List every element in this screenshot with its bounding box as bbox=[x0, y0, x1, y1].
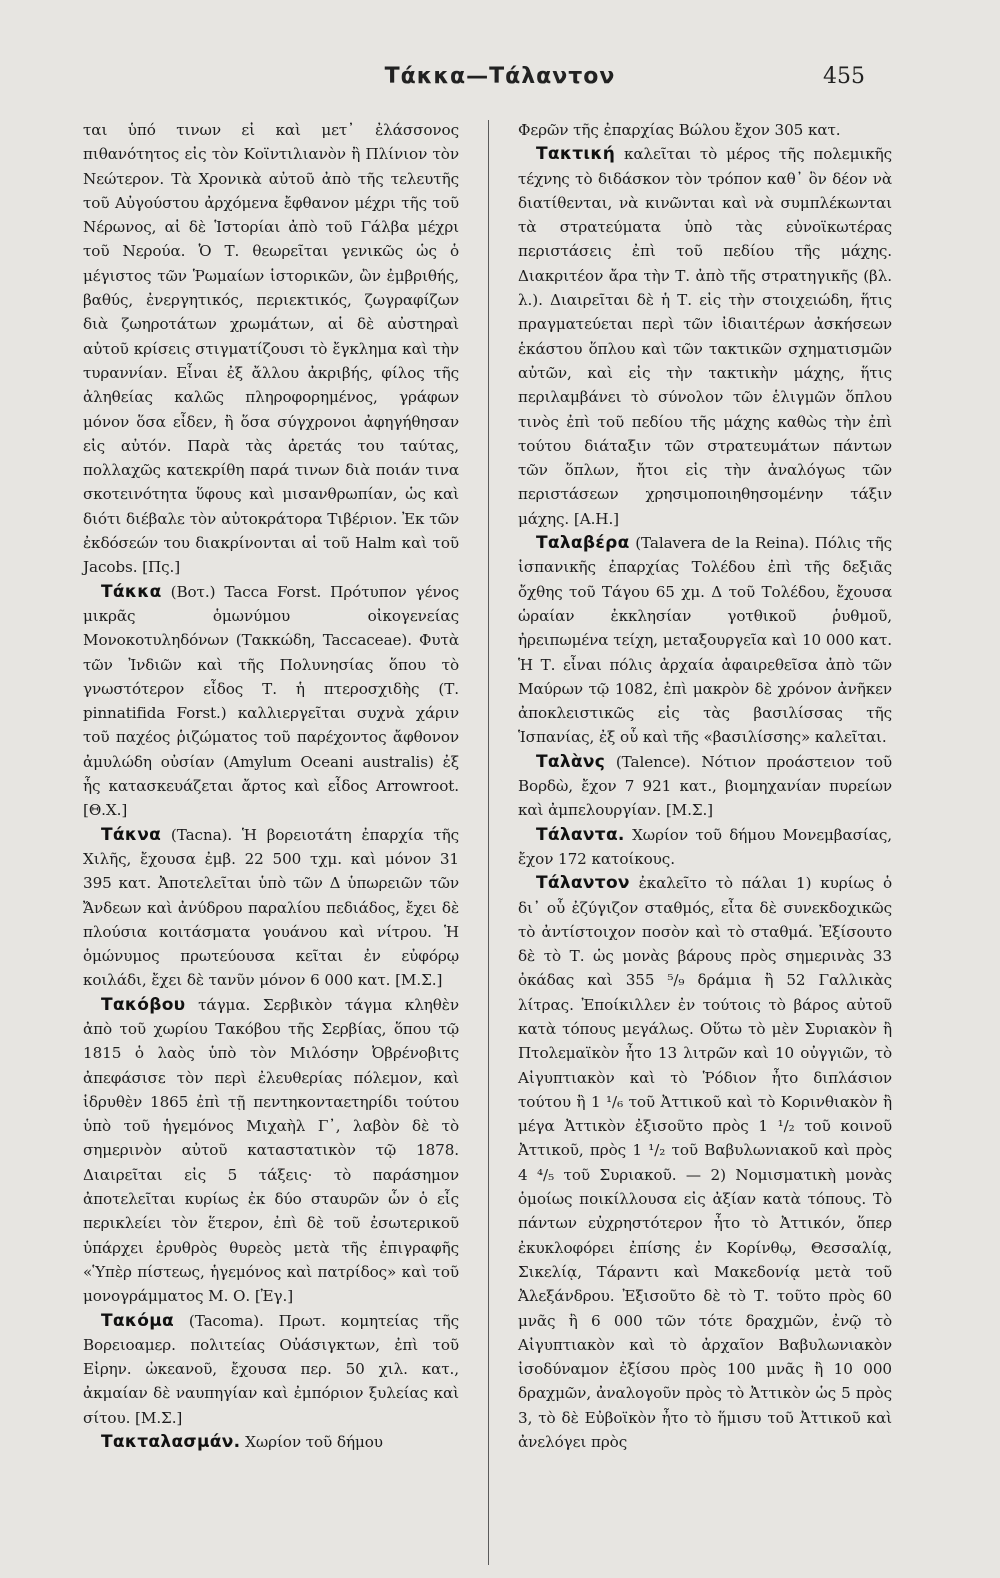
entry-takoma bbox=[83, 1309, 459, 1430]
running-head-title: Τάκκα—Τάλαντον bbox=[384, 64, 616, 89]
column-divider bbox=[488, 120, 489, 1565]
entry-text: (Tacoma). Πρωτ. κομητείας τῆς Βορειοαμερ. πολιτείας Οὐάσιγκτων, ἐπὶ τοῦ Εἰρην. ὠκεανοῦ, ἔχουσα περ. 50 χιλ. κατ., ἀκμαίαν δὲ ναυπηγίαν καὶ ἐμπόριον ξυλείας καὶ σίτου. [Μ.Σ.] bbox=[83, 1311, 460, 1427]
running-head bbox=[0, 60, 1000, 100]
entry-text: (Tacna). Ἡ βορειοτάτη ἐπαρχία τῆς Χιλῆς, ἔχουσα ἐμβ. 22 500 τχμ. καὶ μόνον 31 395 κατ. Ἀποτελεῖται ὑπὸ τῶν Δ ὑπωρειῶν τῶν Ἄνδεων καὶ ἀνύδρου παραλίου πεδιάδος, ἔχει δὲ πλούσια κοιτάσματα γουάνου καὶ νίτρου. Ἡ ὁμώνυμος πρωτεύουσα κεῖται ἐν εὐφόρῳ κοιλάδι, ἔχει δὲ τανῦν μόνον 6 000 κατ. [Μ.Σ.] bbox=[83, 825, 459, 990]
entry-text: ται ὑπό τινων εἰ καὶ μετ᾽ ἐλάσσονος πιθανότητος εἰς τὸν Κοϊντιλιανὸν ἢ Πλίνιον τὸν Νεώτερον. Τὰ Χρονικὰ αὐτοῦ ἀπὸ τῆς τελευτῆς τοῦ Αὐγούστου ἀρχόμενα ἔφθανον μέχρι τῆς τοῦ Νέρωνος, αἱ δὲ Ἱστορίαι ἀπὸ τοῦ Γάλβα μέχρι τοῦ Νερούα. Ὁ Τ. θεωρεῖται γενικῶς ὡς ὁ μέγιστος τῶν Ῥωμαίων ἱστορικῶν, ὢν ἐμβριθής, βαθύς, ἐνεργητικός, περιεκτικός, ζωγραφίζων διὰ ζωηροτάτων χρωμάτων, αἱ δὲ αὐστηραὶ αὐτοῦ κρίσεις στιγματίζουσι τὸ ἔγκλημα καὶ τὴν τυραννίαν. Εἶναι ἐξ ἄλλου ἀκριβής, φίλος τῆς ἀληθείας καλῶς πληροφορημένος, γράφων μόνον ὅσα εἶδεν, ἢ ὅσα σύγχρονοι ἀφηγήθησαν εἰς αὐτόν. Παρὰ τὰς ἀρετάς του ταύτας, πολλαχῶς κατεκρίθη παρά τινων διὰ ποιάν τινα σκοτεινότητα ὕφους καὶ μισανθρωπίαν, ὡς καὶ διότι διέβαλε τὸν αὐτοκράτορα Τιβέριον. Ἐκ τῶν ἐκδόσεών του διακρίνονται αἱ τοῦ Halm καὶ τοῦ Jacobs. [Πς.] bbox=[83, 121, 459, 577]
entry-text: τάγμα. Σερβικὸν τάγμα κληθὲν ἀπὸ τοῦ χωρίου Τακόβου τῆς Σερβίας, ὅπου τῷ 1815 ὁ λαὸς ὑπὸ τὸν Μιλόσην Ὀβρένοβιτς ἀπεφάσισε τὸν περὶ ἐλευθερίας πόλεμον, καὶ ἱδρυθὲν 1865 ἐπὶ τῇ πεντηκονταετηρίδι τούτου ὑπὸ τοῦ ἡγεμόνος Μιχαὴλ Γ᾽, λαβὸν δὲ τὸ σημερινὸν αὐτοῦ καταστατικὸν τῷ 1878. Διαιρεῖται εἰς 5 τάξεις· τὸ παράσημον ἀποτελεῖται κυρίως ἐκ δύο σταυρῶν ὧν ὁ εἷς περικλείει τὸν ἕτερον, ἐπὶ δὲ τοῦ ἐσωτερικοῦ ὑπάρχει ἐρυθρὸς θυρεὸς μετὰ τῆς ἐπιγραφῆς «Ὑπὲρ πίστεως, ἡγεμόνος καὶ πατρίδος» καὶ τοῦ μονογράμματος Μ. Ο. [Ἐγ.] bbox=[83, 995, 459, 1306]
entry-talans bbox=[518, 750, 892, 823]
entry-text: καλεῖται τὸ μέρος τῆς πολεμικῆς τέχνης τὸ διδάσκον τὸν τρόπον καθ᾽ ὃν δέον νὰ διατίθενται, νὰ κινῶνται καὶ νὰ συμπλέκωνται τὰ στρατεύματα ὑπὸ τὰς εὐνοϊκωτέρας περιστάσεις ἐπὶ τοῦ πεδίου τῆς μάχης. Διακριτέον ἄρα τὴν Τ. ἀπὸ τῆς στρατηγικῆς (βλ. λ.). Διαιρεῖται δὲ ἡ Τ. εἰς τὴν στοιχειώδη, ἥτις πραγματεύεται περὶ τῶν ἰδιαιτέρων ἀσκήσεων ἑκάστου ὅπλου καὶ τῶν τακτικῶν σχηματισμῶν αὐτῶν, καὶ εἰς τὴν τακτικὴν μάχης, ἥτις περιλαμβάνει τὸ σύνολον τῶν ἑλιγμῶν ὅπλου τινὸς ἐπὶ τοῦ πεδίου τῆς μάχης καθὼς τὴν ἐπὶ τούτου διάταξιν τῶν στρατευμάτων πάντων τῶν ὅπλων, ἤτοι εἰς τὴν ἀναλόγως τῶν περιστάσεων χρησιμοποιηθησομένην τάξιν μάχης. [Α.Η.] bbox=[518, 145, 892, 528]
entry-text: Φερῶν τῆς ἐπαρχίας Βώλου ἔχον 305 κατ. bbox=[518, 121, 841, 139]
left-column bbox=[83, 118, 459, 1454]
entry-takovou bbox=[83, 993, 459, 1309]
page-number: 455 bbox=[823, 64, 865, 89]
entry-taktalasman bbox=[83, 1430, 459, 1454]
entry-headword: Τακταλασμάν. bbox=[101, 1432, 241, 1453]
entry-takka bbox=[83, 580, 459, 823]
entry-headword: Ταλαβέρα bbox=[536, 533, 630, 554]
entry-text: Χωρίον τοῦ δήμου Μονεμβασίας, ἔχον 172 κατοίκους. bbox=[518, 825, 893, 868]
entry-takna bbox=[83, 823, 459, 993]
entry-headword: Τάλαντον bbox=[536, 873, 630, 894]
entry-headword: Τακόμα bbox=[101, 1310, 175, 1331]
entry-text: Χωρίον τοῦ δήμου bbox=[245, 1433, 383, 1452]
entry-talanton bbox=[518, 871, 892, 1454]
entry-headword: Τακόβου bbox=[101, 994, 186, 1015]
entry-text: ἐκαλεῖτο τὸ πάλαι 1) κυρίως ὁ δι᾽ οὗ ἐζύγιζον σταθμός, εἶτα δὲ συνεκδοχικῶς τὸ ἀντίστοιχον ποσὸν καὶ τὸ σταθμά. Ἐξίσουτο δὲ τὸ Τ. ὡς μονὰς βάρους πρὸς σημερινὰς 33 ὀκάδας καὶ 355 ⁵/₉ δράμια ἢ 52 Γαλλικὰς λίτρας. Ἐποίκιλλεν ἐν τούτοις τὸ βάρος αὐτοῦ κατὰ τόπους μεγάλως. Οὕτω τὸ μὲν Συριακὸν ἢ Πτολεμαϊκὸν ἦτο 13 λιτρῶν καὶ 10 οὐγγιῶν, τὸ Αἰγυπτιακὸν καὶ τὸ Ῥόδιον ἦτο διπλάσιον τούτου ἢ 1 ¹/₆ τοῦ Ἀττικοῦ καὶ τὸ Κορινθιακὸν ἢ μέγα Ἀττικὸν ἐξισοῦτο πρὸς 1 ¹/₂ τοῦ κοινοῦ Ἀττικοῦ, πρὸς 1 ¹/₂ τοῦ Βαβυλωνιακοῦ καὶ πρὸς 4 ⁴/₅ τοῦ Συριακοῦ. — 2) Νομισματικὴ μονὰς ὁμοίως ποικίλλουσα εἰς ἀξίαν κατὰ τόπους. Τὸ πάντων εὐχρηστότερον ἦτο τὸ Ἀττικόν, ὅπερ ἐκυκλοφόρει ἐπίσης ἐν Κορίνθῳ, Θεσσαλίᾳ, Σικελίᾳ, Τάραντι καὶ Μακεδονίᾳ μετὰ τοῦ Ἀλεξάνδρου. Ἐξισοῦτο δὲ τὸ Τ. τοῦτο πρὸς 60 μνᾶς ἢ 6 000 τῶν τότε δραχμῶν, ἐνῷ τὸ Αἰγυπτιακὸν καὶ τὸ ἀρχαῖον Βαβυλωνιακὸν ἰσοδύναμον ἐξίσου πρὸς 100 μνᾶς ἢ 10 000 δραχμῶν, ἀναλογοῦν πρὸς τὸ Ἀττικὸν ὡς 5 πρὸς 3, τὸ δὲ Εὐβοϊκὸν ἦτο τὸ ἥμισυ τοῦ Ἀττικοῦ καὶ ἀνελόγει πρὸς bbox=[518, 874, 892, 1452]
entry-talavera bbox=[518, 531, 892, 750]
right-column bbox=[518, 118, 892, 1454]
entry-continuation bbox=[518, 118, 892, 142]
entry-text: (Talavera de la Reina). Πόλις τῆς ἱσπανικῆς ἐπαρχίας Τολέδου ἐπὶ τῆς δεξιᾶς ὄχθης τοῦ Τάγου 65 χμ. Δ τοῦ Τολέδου, ἔχουσα ὡραίαν ἐκκλησίαν γοτθικοῦ ῥυθμοῦ, ἠρειπωμένα τείχη, μεταξουργεῖα καὶ 10 000 κατ. Ἡ Τ. εἶναι πόλις ἀρχαία ἀφαιρεθεῖσα ἀπὸ τῶν Μαύρων τῷ 1082, ἐπὶ μακρὸν δὲ χρόνον ἀνῆκεν ἀποκλειστικῶς εἰς τὰς βασιλίσσας τῆς Ἱσπανίας, ἐξ οὗ καὶ τῆς «βασιλίσσης» καλεῖται. bbox=[518, 534, 892, 747]
entry-talanta bbox=[518, 823, 892, 872]
entry-text: (Talence). Νότιον προάστειον τοῦ Βορδὼ, ἔχον 7 921 κατ., βιομηχανίαν πυρείων καὶ ἀμπελουργίαν. [Μ.Σ.] bbox=[518, 752, 893, 820]
entry-headword: Ταλὰνς bbox=[536, 751, 606, 772]
entry-headword: Τάκκα bbox=[101, 581, 162, 602]
entry-continuation bbox=[83, 118, 459, 580]
entry-headword: Τακτική bbox=[536, 144, 616, 165]
entry-headword: Τάκνα bbox=[101, 824, 162, 845]
entry-headword: Τάλαντα. bbox=[536, 824, 625, 845]
entry-taktiki bbox=[518, 142, 892, 531]
entry-text: (Βοτ.) Tacca Forst. Πρότυπον γένος μικρᾶς ὁμωνύμου οἰκογενείας Μονοκοτυληδόνων (Τακκώδη, Taccaceae). Φυτὰ τῶν Ἰνδιῶν καὶ τῆς Πολυνησίας ὅπου τὸ γνωστότερον εἶδος Τ. ἡ πτεροσχιδὴς (Τ. pinnatifida Forst.) καλλιεργεῖται συχνὰ χάριν τοῦ παχέος ῥιζώματος τοῦ παρέχοντος ἄφθονον ἀμυλώδη οὐσίαν (Amylum Oceani australis) ἐξ ἧς κατασκευάζεται ἄρτος καὶ εἶδος Arrowroot. [Θ.Χ.] bbox=[83, 582, 460, 820]
